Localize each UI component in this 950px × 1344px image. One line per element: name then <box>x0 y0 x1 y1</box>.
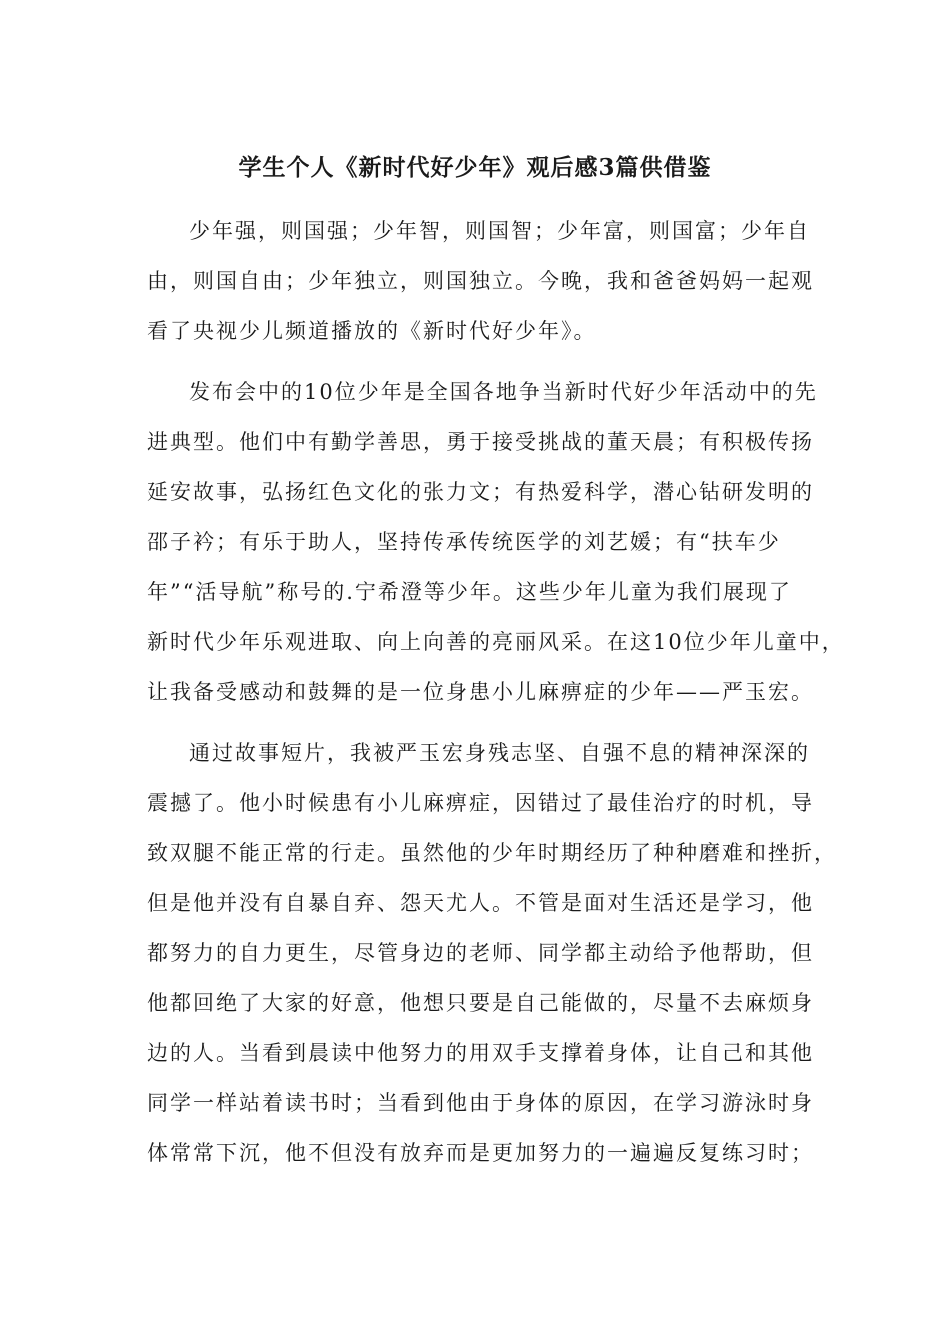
paragraph-2-line-6: 新时代少年乐观进取、向上向善的亮丽风采。在这10位少年儿童中， <box>147 630 845 654</box>
paragraph-3-line-7: 边的人。当看到晨读中他努力的用双手支撑着身体，让自己和其他 <box>147 1041 814 1065</box>
paragraph-1-line-1: 少年强，则国强；少年智，则国智；少年富，则国富；少年自 <box>189 219 810 243</box>
paragraph-2-line-1: 发布会中的10位少年是全国各地争当新时代好少年活动中的先 <box>189 380 818 404</box>
paragraph-3-line-4: 但是他并没有自暴自弃、怨天尤人。不管是面对生活还是学习，他 <box>147 891 814 915</box>
paragraph-2-line-3: 延安故事，弘扬红色文化的张力文；有热爱科学，潜心钻研发明的 <box>147 480 814 504</box>
paragraph-2-line-4: 邵子衿；有乐于助人，坚持传承传统医学的刘艺媛；有“扶车少 <box>147 530 781 554</box>
paragraph-3-line-5: 都努力的自力更生，尽管身边的老师、同学都主动给予他帮助，但 <box>147 941 814 965</box>
paragraph-3-line-8: 同学一样站着读书时；当看到他由于身体的原因，在学习游泳时身 <box>147 1091 814 1115</box>
paragraph-2-line-7: 让我备受感动和鼓舞的是一位身患小儿麻痹症的少年——严玉宏。 <box>147 680 814 704</box>
paragraph-1-line-3: 看了央视少儿频道播放的《新时代好少年》。 <box>147 319 597 343</box>
paragraph-1-line-2: 由，则国自由；少年独立，则国独立。今晚，我和爸爸妈妈一起观 <box>147 269 814 293</box>
document-title: 学生个人《新时代好少年》观后感3篇供借鉴 <box>238 154 712 181</box>
paragraph-2-line-5: 年”“活导航”称号的.宁希澄等少年。这些少年儿童为我们展现了 <box>147 580 792 604</box>
paragraph-3-line-1: 通过故事短片，我被严玉宏身残志坚、自强不息的精神深深的 <box>189 741 810 765</box>
paragraph-3-line-3: 致双腿不能正常的行走。虽然他的少年时期经历了种种磨难和挫折， <box>147 841 837 865</box>
paragraph-3-line-6: 他都回绝了大家的好意，他想只要是自己能做的，尽量不去麻烦身 <box>147 991 814 1015</box>
paragraph-3-line-9: 体常常下沉，他不但没有放弃而是更加努力的一遍遍反复练习时； <box>147 1141 814 1165</box>
paragraph-3-line-2: 震撼了。他小时候患有小儿麻痹症，因错过了最佳治疗的时机，导 <box>147 791 814 815</box>
paragraph-2-line-2: 进典型。他们中有勤学善思，勇于接受挑战的董天晨；有积极传扬 <box>147 430 814 454</box>
